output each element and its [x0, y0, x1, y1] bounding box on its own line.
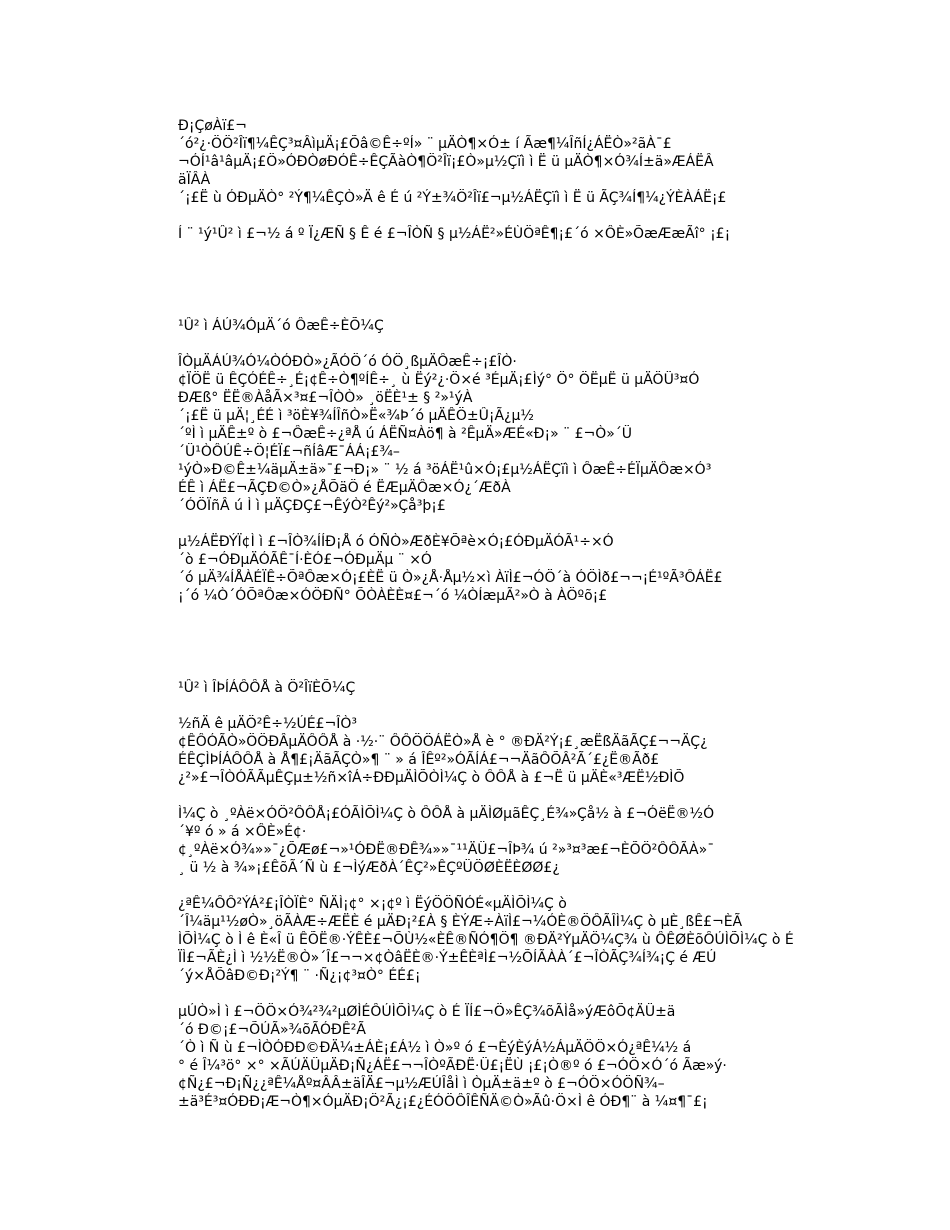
paragraph-line: ¹ýÒ»Ð©Ê±¼äµÄ±ä»¯£¬Ð¡» ¨ ½ á ³öÁË¹û×Ó¡£µ½ÁËÇïì ì ÔæÊ÷ÉÏµÄÔæ×Ó³ [178, 462, 712, 478]
paragraph-line: ¿²»£¬ÎÒÓÃÃµÊÇµ±½ñ×îÁ÷ÐÐµÄÌÕÒÌ¼Ç ò ÔÔÅ à £¬Ë ü µÄÈ«³ÆË½ÐÌÕ [178, 770, 685, 786]
paragraph-line: ´ó µÄ¾ÍÅÀÉÏÊ÷ÕªÔæ×Ó¡£ÈË ü Ò»¿Å·Åµ½×ì ÀïÌ£¬ÓÖ´à ÓÖÌð£¬¬¡É¹ºÃ³ÔÁË£ [178, 570, 723, 586]
paragraph-line: ´¥º ó » á ×ÔÈ»É¢· [178, 824, 307, 840]
paragraph-line: ° é Î¼³ö° ×° ×ÃÚÄÜµÄÐ¡Ñ¿ÁË£¬¬ÎÒºÃÐË·Ü£¡ËÙ ¡£¡Ò®º ó £¬ÓÖ×Ó´ó Ãæ»ý· [178, 1058, 727, 1074]
paragraph-line: µ½ÁËÐÝÏ¢Ì ì £¬ÎÒ¾ÍÍÐ¡Å ó ÓÑÒ»ÆðÈ¥Õªè×Ó¡£ÓÐµÄÓÃ¹÷×Ó [178, 534, 614, 550]
paragraph-line: ´ó²¿·ÖÖ²Îï¶¼ÊÇ³¤ÂìµÄ¡£Õâ©Ê÷ºÍ» ¨ µÄÒ¶×Ó± í Ãæ¶¼ÎñÍ¿ÁËÒ»²ãÀ¯£ [178, 136, 672, 152]
paragraph-line: ´Ò ì Ñ ù £¬ÌÒÓÐÐ©ÐÄ¼±ÁÈ¡£Á½ ì Ò»º ó £¬ÈýÈýÁ½ÁµÄÖÖ×Ó¿ªÊ¼½ á [178, 1040, 692, 1056]
paragraph-line: Ì¼Ç ò ¸ºÀë×ÓÖ²ÔÔÅ¡£ÓÃÌÕÌ¼Ç ò ÔÔÅ à µÄÌØµãÊÇ¸É¾»Çå½ à £¬ÓëË®½Ó [178, 806, 715, 822]
section-heading: ¹Û² ì ÁÚ¾ÓµÄ´ó ÔæÊ÷ÈÕ¼Ç [178, 318, 384, 334]
paragraph-line: ÏÌ£¬ÃÈ¿Ì ì ½½Ë®Ò»´Î£¬¬×¢ÒâËÈ®·Ý±ÊÈªÌ£¬½ÕÍÃÀÀ´£¬ÎÒÃÇ¾Í¾¡Ç é ÆÚ [178, 950, 717, 966]
paragraph-line: µÚÒ»Ì ì £¬ÖÖ×Ó¾²¾²µØÌÉÔÚÌÕÌ¼Ç ò É ÏÍ£¬Ö»ÊÇ¾õÃÌå»ýÆôÕ¢ÄÜ±ä [178, 1004, 676, 1020]
paragraph-line: ¸ ü ½ à ¾»¡£ÊõÃ´Ñ ù £¬ÌýÆðÀ´ÊÇ²»ÊÇºÜÖØÈËÈØØ£¿ [178, 860, 560, 876]
paragraph-line: ¢Ñ¿£¬Ð¡Ñ¿¿ªÊ¼Åº¤ÂÂ±äÎÄ£¬µ½ÆÚÎåÌ ì ÒµÄ±ä±º ò £¬ÓÖ×ÓÖÑ¾– [178, 1076, 665, 1092]
document-page [178, 117, 798, 1111]
paragraph-line: ´¡£Ë ü µÄ¦¸ÉÉ ì ³öÈ¥¾ÍÎñÒ»Ë«¾Þ´ó µÄÊÖ±Û¡Ã¿µ½ [178, 408, 534, 424]
section-heading: ¹Û² ì ÎÞÍÁÔÔÅ à Ö²ÎïÈÕ¼Ç [178, 680, 356, 696]
paragraph-line: ¬ÓÍ¹â¹âµÄ¡£Ö»ÓÐÒøÐÓÊ÷ÊÇÃàÒ¶Ö²Îï¡£Ò»µ½Çïì ì Ë ü µÄÒ¶×Ó¾Í±ä»ÆÁËÂ [178, 154, 714, 170]
paragraph-line: ´ý×ÅÕâÐ©Ð¡²Ý¶ ¨ ·Ñ¿¡¢³¤Ò° ÉÉ£¡ [178, 968, 421, 984]
paragraph-line: äÏÂÀ [178, 172, 211, 188]
paragraph-line: ½ñÄ ê µÄÖ²Ê÷½ÚÉ£¬ÎÒ³ [178, 716, 358, 732]
paragraph-line: ÉÊ ì ÁË£¬ÃÇÐ©Ò»¿ÅÕäÖ é ËÆµÄÔæ×Ó¿´ÆðÀ [178, 480, 511, 496]
paragraph-line: ´ó Ð©¡£¬ÕÚÃ»¾õÃÓÐÊ²Ã [178, 1022, 366, 1038]
paragraph-line: ´ÓÖÏñÂ ú Ì ì µÄÇÐÇ£¬ÊýÒ²Êý²»Çå³þ¡£ [178, 498, 446, 514]
paragraph-line: Í ¨ ¹ý¹Û² ì £¬½ á º Ï¿ÆÑ § Ê é £¬ÎÒÑ § µ½ÁË²»ÉÙÖªÊ¶¡£´ó ×ÔÈ»ÕæÆæÃî° ¡£¡ [178, 226, 731, 242]
section-jujube-tree-diary [178, 317, 798, 605]
paragraph-line: ´Î¼äµ¹½øÒ»¸öÃÀÆ÷ÆËÈ é µÄÐ¡²£À § ÈÝÆ÷ÀïÌ£¬¼ÓÈ®ÖÔÃÎÌ¼Ç ò µÈ¸ßÊ£¬ÈÃ [178, 914, 743, 930]
paragraph-line: ¢ÊÔÓÃÒ»ÖÖÐÂµÄÔÔÅ à ·½·¨ ÔÔÖÖÁËÒ»Å è ° ®ÐÄ²Ý¡£¸æËßÄãÃÇ£¬¬ÄÇ¿ [178, 734, 708, 750]
paragraph-line: ÐÆß° ËË®ÀåÃ×³¤£¬ÎÒÒ» ¸öËÈ¹± § ²»¹ýÀ [178, 390, 473, 406]
paragraph-line: ´ò £¬ÓÐµÄÓÃÊ¯Í·ÈÓ£¬ÓÐµÄµ ¨ ×Ó [178, 552, 432, 568]
paragraph-line: ¢¸ºÀë×Ó¾»»¯¿ÕÆø£¬»¹ÓÐË®ÐÊ¾»»¯¹¹ÄÜ£¬ÎÞ¾ ú ²»³¤³æ£¬ÈÕÖ²ÔÔÃÀ»¯ [178, 842, 715, 858]
paragraph-line: Ð¡ÇøÀï£¬ [178, 118, 247, 134]
paragraph-line: ÌÕÌ¼Ç ò Ì ê È«Î ü ÊÕË®·ÝÊÈ£¬ÕÙ½«ÈÊ®ÑÓ¶Ö¶ ®ÐÄ²ÝµÄÖ¼Ç¾ ù ÔÊØÈõÔÚÌÕÌ¼Ç ò É [178, 932, 794, 948]
paragraph-line: ´¡£Ë ù ÓÐµÄÒ° ²Ý¶¼ÊÇÒ»Ä ê É ú ²Ý±¾Ö²Îï£¬µ½ÁËÇïì ì Ë ü ÃÇ¾Í¶¼¿ÝÈÀÁË¡£ [178, 190, 727, 206]
paragraph-line: ±ä³É³¤ÓÐÐ¡Æ¬Ò¶×ÓµÄÐ¡Ö²Ã¿¡£¿ÉÓÖÔÎÊÑÄ©Ò»Ãû·Ö×Ì ê ÓÐ¶¨ à ¼¤¶¯£¡ [178, 1094, 708, 1110]
paragraph-line: ´ºÌ ì µÄÊ±º ò £¬ÔæÊ÷¿ªÅ ú ÁËÑ¤Àö¶ à ²ÊµÄ»ÆÉ«Ð¡» ¨ £¬Ò»´Ü [178, 426, 633, 442]
paragraph-line: ¡´ó ¼Ò´ÓÕªÔæ×ÓÖÐÑ° ÕÒÀÈÈ¤£¬´ó ¼ÒÍæµÃ²»Ò à ÀÖºõ¡£ [178, 588, 608, 604]
paragraph-line: ¢ÏÖË ü ÊÇÓÉÊ÷¸É¡¢Ê÷Ò¶ºÍÊ÷¸ ù Ëý²¿·Ö×é ³ÉµÄ¡£Ìý° Ö° ÖËµË ü µÄÖÜ³¤Ó [178, 372, 700, 388]
paragraph-line: ÎÒµÄÁÚ¾Ó¼ÒÓÐÒ»¿ÃÓÖ´ó ÓÖ¸ßµÄÔæÊ÷¡£ÎÒ· [178, 354, 517, 370]
paragraph-line: ÉÊÇÌÞÍÁÔÔÅ à Å¶£¡ÄãÃÇÒ»¶ ¨ » á ÎÊº²»ÓÃÍÁ£¬¬ÄãÔÕÂ²Ã´£¿Ë®Ãð£ [178, 752, 660, 768]
paragraph-line: ´Ü¹ÒÔÚÊ÷Ö¦ÉÏ£¬ñÍâÆ¯ÁÁ¡£¾– [178, 444, 400, 460]
section-soilless-plant-diary [178, 679, 798, 1111]
paragraph-line: ¿ªÊ¼ÔÔ²ÝÁ²£¡ÎÒÏÈ° ÑÄÌ¡¢° ×¡¢º ì ËýÖÖÑÓÉ«µÄÌÕÌ¼Ç ò [178, 896, 567, 912]
section-intro [178, 117, 798, 243]
